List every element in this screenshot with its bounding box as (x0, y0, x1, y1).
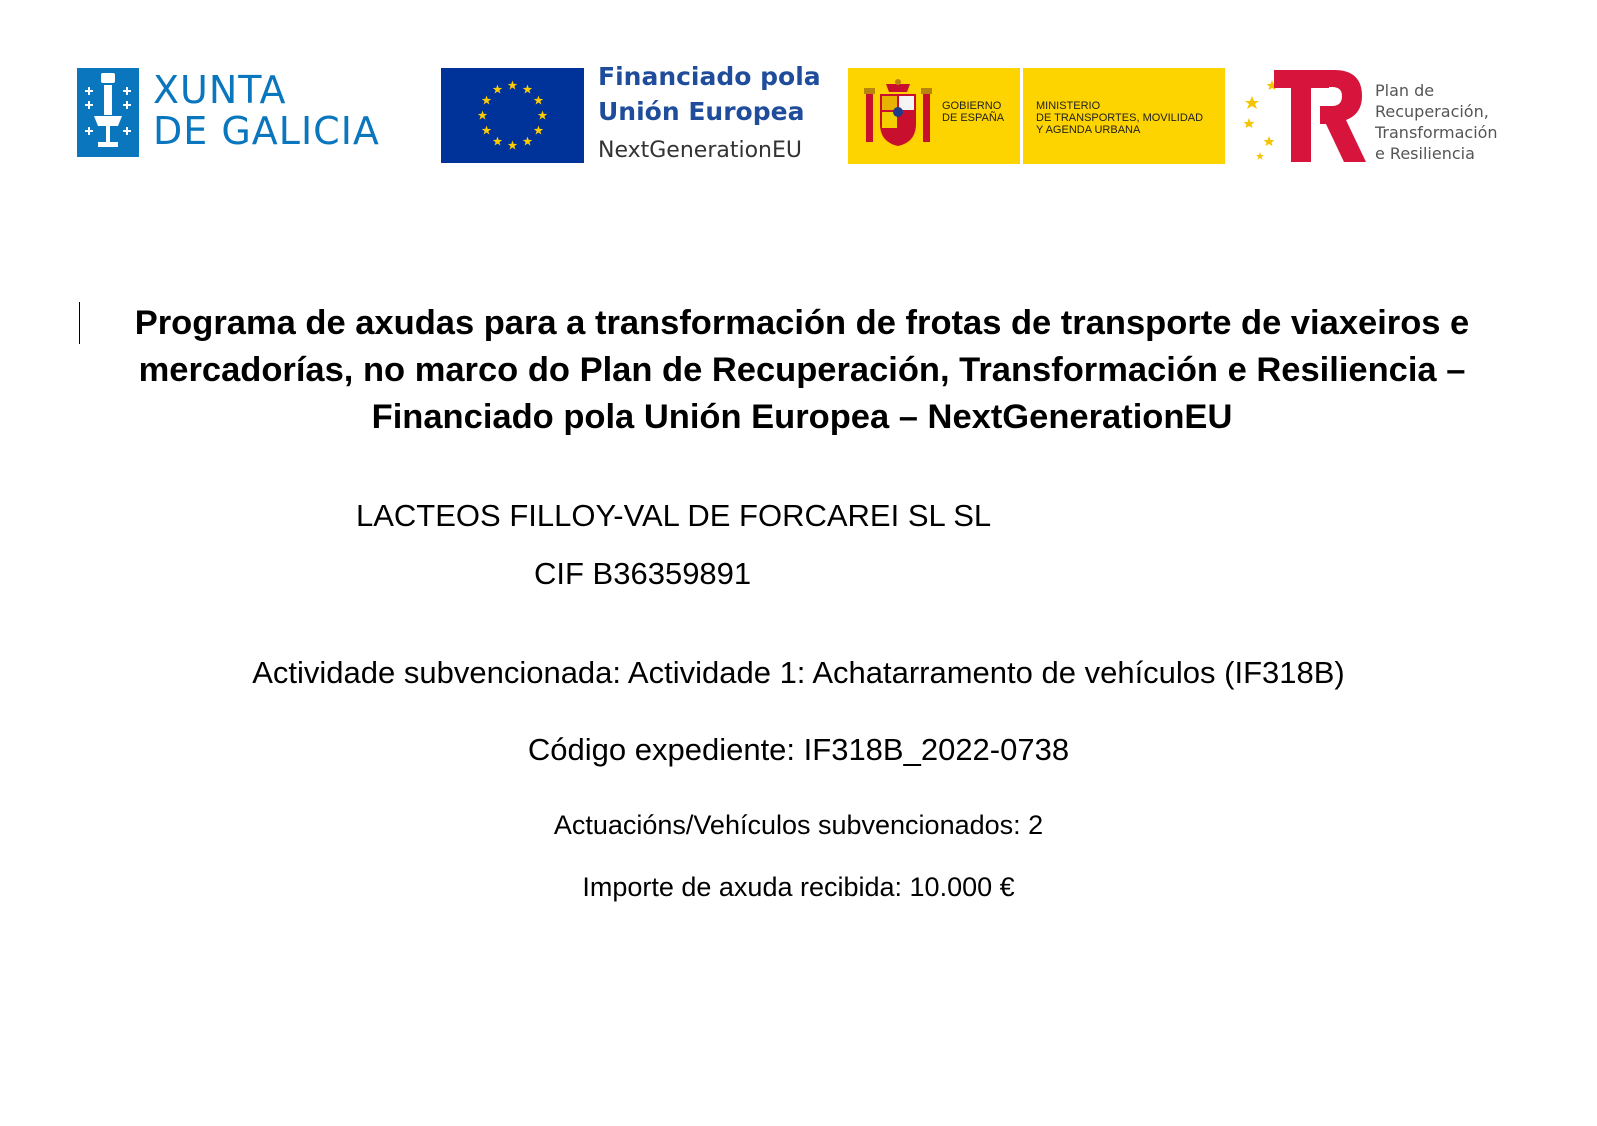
subsidized-activity: Actividade subvencionada: Actividade 1: Achatarramento de vehículos (IF318B) (252, 655, 1345, 690)
eu-logo-line3: NextGenerationEU (598, 138, 802, 163)
eu-logo-line2: Unión Europea (598, 97, 805, 126)
company-name: LACTEOS FILLOY-VAL DE FORCAREI SL SL (356, 498, 992, 533)
subsidized-vehicles: Actuacións/Vehículos subvencionados: 2 (553, 810, 1044, 840)
plan-recuperacion-logo-text: Plan de Recuperación, Transformación e Resiliencia (1375, 81, 1498, 163)
document-title: Programa de axudas para a transformación de frotas de transporte de viaxeiros e mercadorías, no marco do Plan de Recuperación, Transformación e Resiliencia – Financiado pola Unión Europea – NextGenerationEU (134, 304, 1470, 436)
spain-coat-of-arms-icon (862, 78, 934, 156)
aid-amount: Importe de axuda recibida: 10.000 € (582, 872, 1015, 902)
xunta-logo-line2: DE GALICIA (153, 109, 380, 153)
xunta-emblem-icon (77, 68, 139, 157)
gobierno-logo-left-text: GOBIERNO DE ESPAÑA (942, 100, 1005, 124)
company-cif: CIF B36359891 (534, 556, 752, 591)
eu-flag-icon (441, 68, 584, 163)
xunta-logo-line1: XUNTA (153, 68, 287, 112)
file-code: Código expediente: IF318B_2022-0738 (527, 732, 1070, 767)
gobierno-logo-divider (1020, 68, 1023, 164)
gobierno-logo-right-text: MINISTERIO DE TRANSPORTES, MOVILIDAD Y AGENDA URBANA (1036, 100, 1204, 136)
xunta-logo-text (153, 70, 380, 152)
plan-recuperacion-tr-icon (1244, 68, 1366, 164)
eu-logo-line1: Financiado pola (598, 62, 821, 91)
